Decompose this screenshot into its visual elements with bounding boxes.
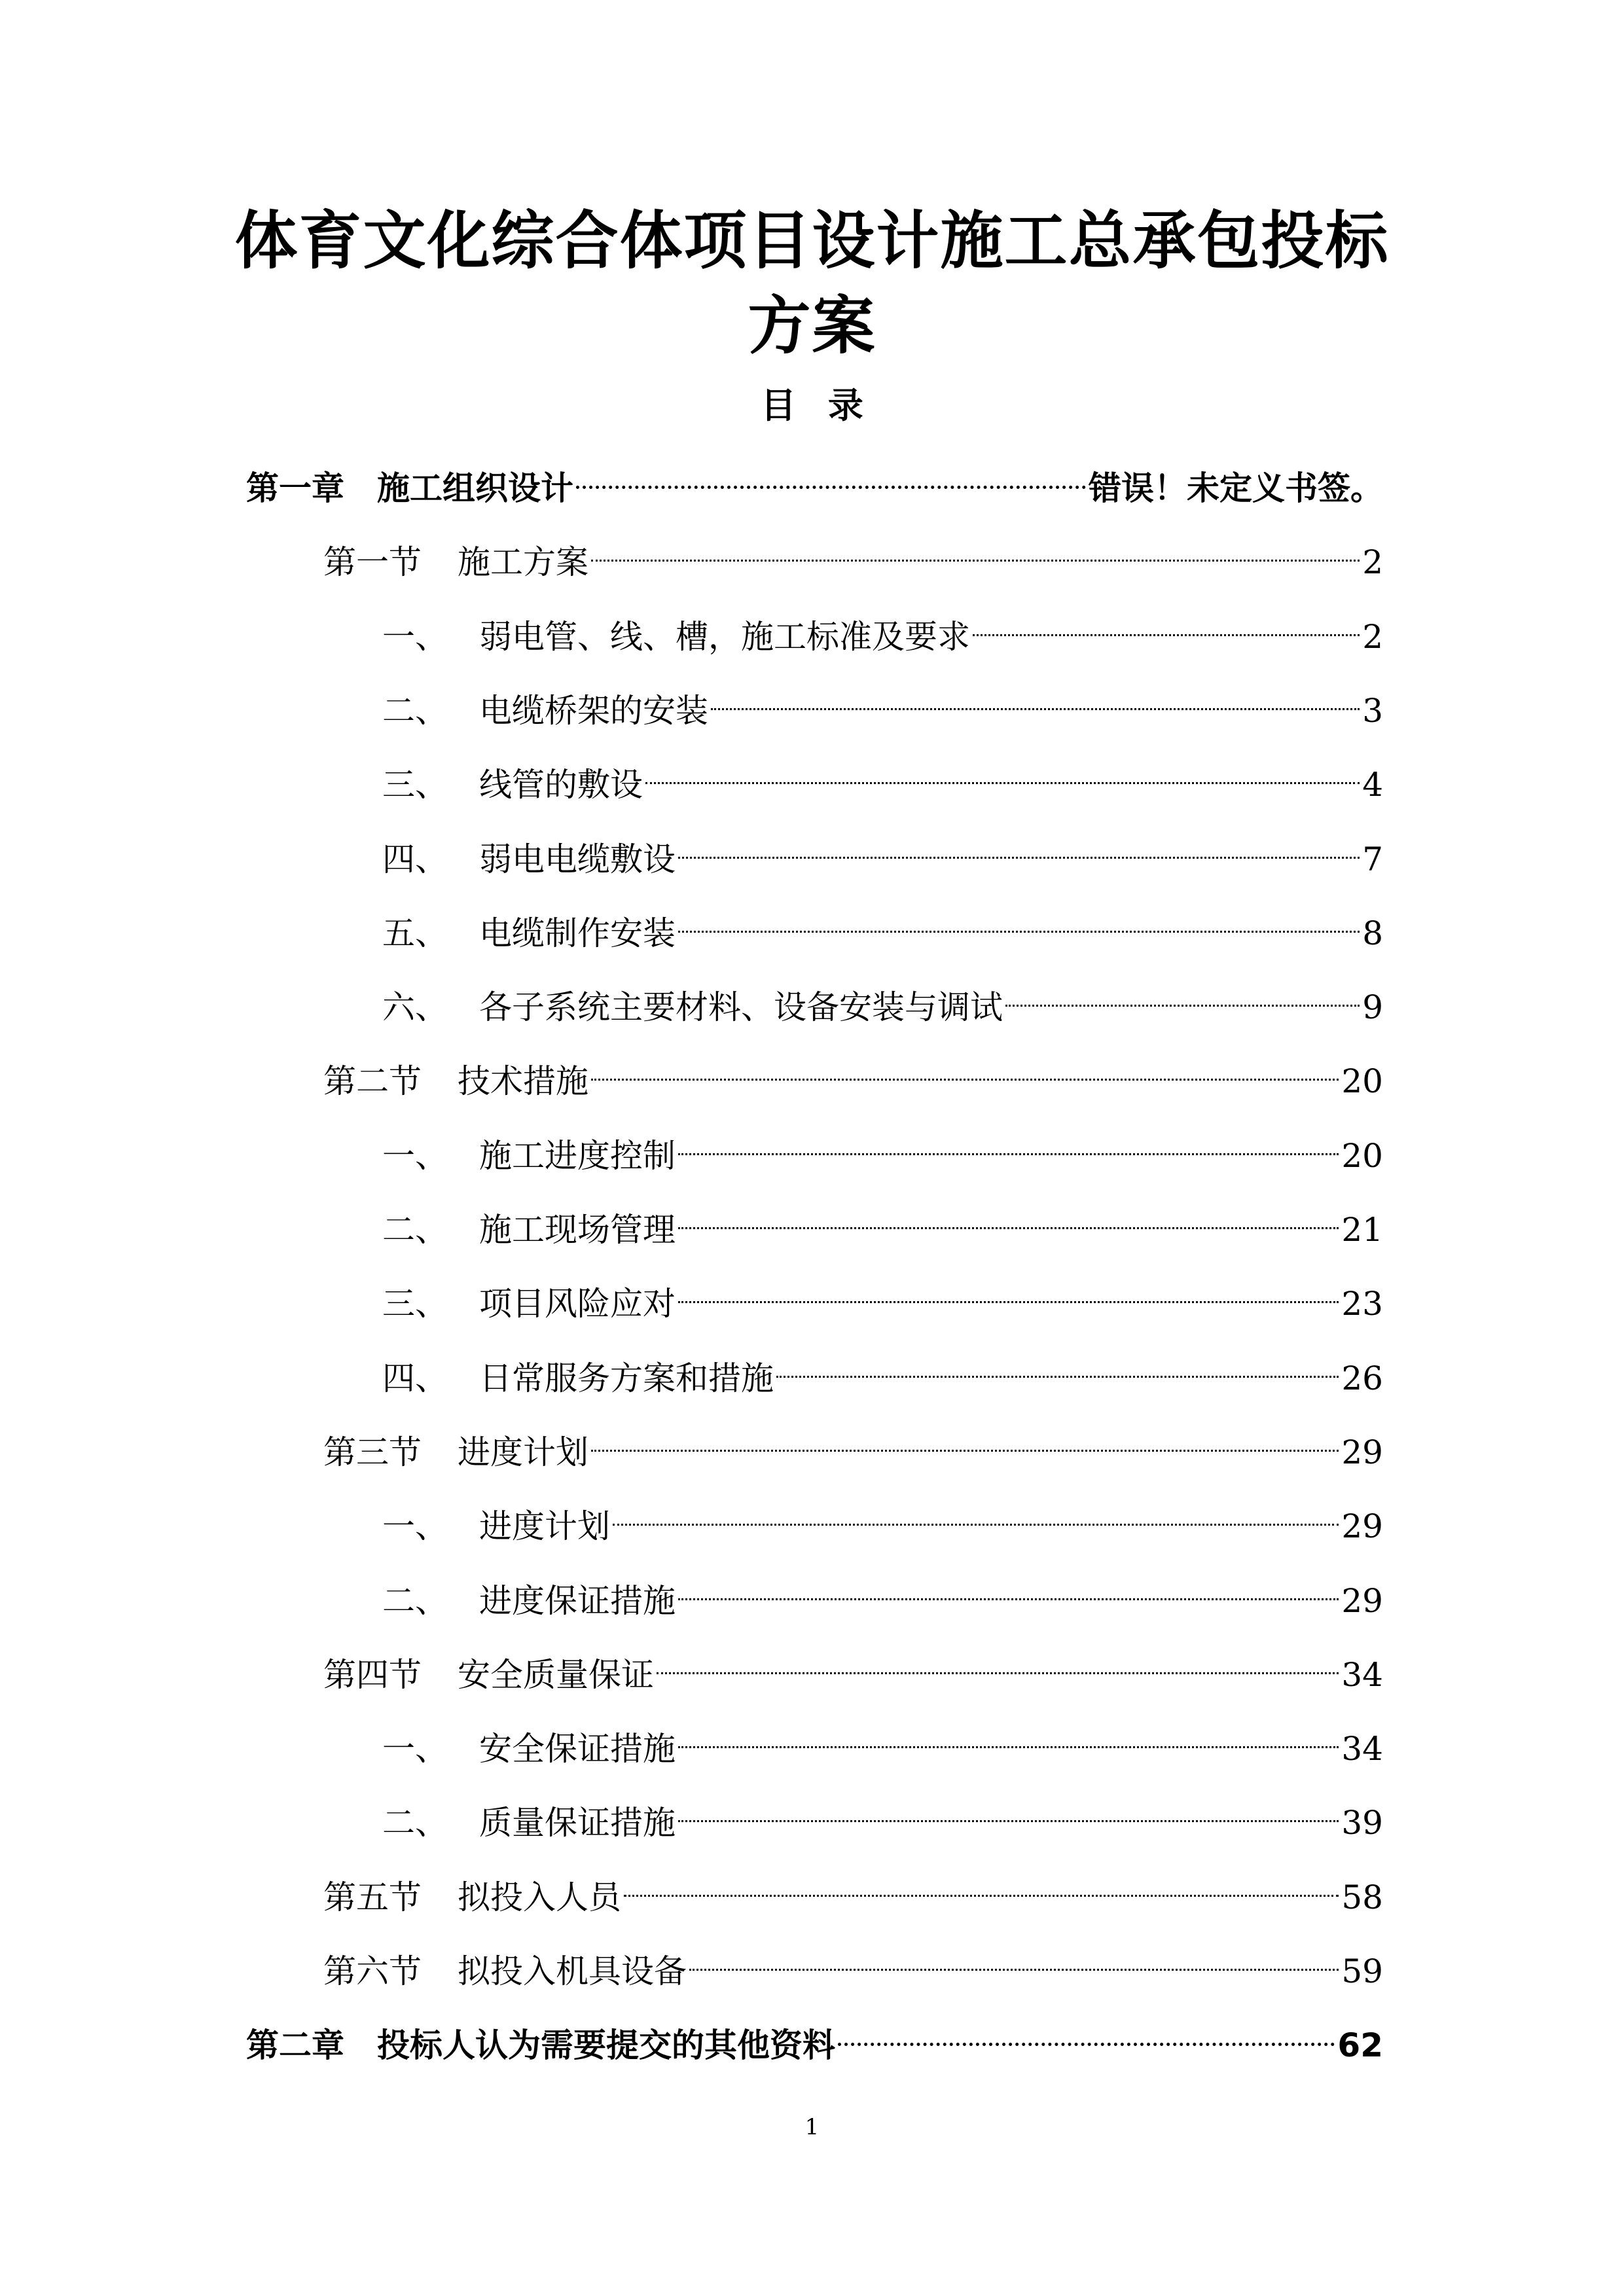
toc-entry[interactable] <box>382 825 1383 878</box>
toc-dot-leader <box>624 1863 1339 1909</box>
toc-entry-number: 第一章 <box>246 469 344 507</box>
document-title-line-1: 体育文化综合体项目设计施工总承包投标 <box>234 204 1390 278</box>
toc-dot-leader <box>678 1714 1339 1760</box>
toc-entry-number: 二、 <box>382 692 448 730</box>
toc-entry-number: 四、 <box>382 840 448 878</box>
toc-entry-title: 施工进度控制 <box>479 1137 676 1175</box>
toc-entry-number: 第二节 <box>323 1062 422 1100</box>
toc-entry-title: 进度保证措施 <box>479 1582 676 1620</box>
toc-entry-number: 一、 <box>382 1507 448 1545</box>
toc-dot-leader <box>678 1121 1339 1167</box>
toc-entry-page: 59 <box>1341 1952 1383 1990</box>
toc-entry[interactable] <box>382 973 1383 1026</box>
toc-entry-page: 7 <box>1362 840 1383 878</box>
toc-dot-leader <box>657 1640 1339 1686</box>
toc-entry-number: 第五节 <box>323 1878 422 1916</box>
toc-entry-title: 技术措施 <box>458 1062 588 1100</box>
toc-entry[interactable] <box>323 1047 1383 1100</box>
toc-entry-title: 安全质量保证 <box>458 1656 654 1694</box>
toc-entry-page: 21 <box>1341 1211 1383 1249</box>
toc-dot-leader <box>576 454 1086 499</box>
toc-dot-leader <box>678 1269 1339 1315</box>
toc-entry[interactable] <box>323 528 1383 581</box>
toc-dot-leader <box>645 750 1360 796</box>
toc-entry-page: 4 <box>1362 766 1383 804</box>
toc-entry-page: 20 <box>1341 1137 1383 1175</box>
toc-entry[interactable] <box>382 602 1383 656</box>
toc-entry-page: 2 <box>1362 618 1383 656</box>
toc-entry[interactable] <box>382 750 1383 804</box>
toc-entry-page: 39 <box>1341 1804 1383 1842</box>
toc-entry[interactable] <box>382 1566 1383 1620</box>
toc-entry[interactable] <box>382 1714 1383 1768</box>
toc-dot-leader <box>678 825 1360 870</box>
document-title-line-2: 方案 <box>748 289 876 363</box>
toc-entry[interactable] <box>382 1195 1383 1249</box>
toc-entry-title: 拟投入机具设备 <box>458 1952 687 1990</box>
toc-entry[interactable] <box>246 454 1383 507</box>
toc-entry-page: 29 <box>1341 1582 1383 1620</box>
toc-entry-title: 拟投入人员 <box>458 1878 621 1916</box>
toc-entry-title: 施工现场管理 <box>479 1211 676 1249</box>
toc-dot-leader <box>678 1195 1339 1241</box>
page-number: 1 <box>804 2114 820 2140</box>
toc-dot-leader <box>689 1937 1339 1982</box>
toc-entry-page: 34 <box>1341 1656 1383 1694</box>
toc-entry-title: 弱电电缆敷设 <box>479 840 676 878</box>
toc-entry-title: 施工方案 <box>458 543 588 581</box>
toc-dot-leader <box>591 528 1360 573</box>
toc-entry-title: 日常服务方案和措施 <box>479 1359 774 1397</box>
toc-dot-leader <box>591 1418 1339 1463</box>
toc-entry-title: 质量保证措施 <box>479 1804 676 1842</box>
toc-entry-number: 五、 <box>382 914 448 952</box>
toc-entry-number: 第四节 <box>323 1656 422 1694</box>
toc-entry-number: 二、 <box>382 1804 448 1842</box>
toc-entry[interactable] <box>382 676 1383 730</box>
toc-entry-page: 29 <box>1341 1507 1383 1545</box>
toc-entry-title: 项目风险应对 <box>479 1285 676 1323</box>
toc-dot-leader <box>776 1344 1339 1390</box>
toc-entry-title: 进度计划 <box>479 1507 610 1545</box>
toc-entry[interactable] <box>382 1344 1383 1397</box>
toc-entry-number: 二、 <box>382 1582 448 1620</box>
toc-entry-title: 电缆桥架的安装 <box>479 692 708 730</box>
toc-entry[interactable] <box>323 1937 1383 1990</box>
toc-dot-leader <box>711 676 1360 722</box>
toc-entry-number: 一、 <box>382 618 448 656</box>
toc-dot-leader <box>591 1047 1339 1092</box>
toc-entry[interactable] <box>246 2011 1383 2064</box>
toc-entry-page: 2 <box>1362 543 1383 581</box>
toc-entry-page: 3 <box>1362 692 1383 730</box>
toc-entry-page: 20 <box>1341 1062 1383 1100</box>
toc-entry[interactable] <box>382 1788 1383 1842</box>
toc-entry[interactable] <box>382 1492 1383 1545</box>
toc-entry[interactable] <box>323 1418 1383 1471</box>
toc-entry[interactable] <box>382 1269 1383 1323</box>
toc-heading: 目 录 <box>761 385 863 426</box>
toc-entry-title: 线管的敷设 <box>479 766 643 804</box>
toc-entry-title: 施工组织设计 <box>377 469 573 507</box>
toc-entry[interactable] <box>382 899 1383 952</box>
toc-entry-number: 一、 <box>382 1730 448 1768</box>
toc-entry-number: 二、 <box>382 1211 448 1249</box>
toc-entry-title: 弱电管、线、槽，施工标准及要求 <box>479 618 970 656</box>
toc-entry-number: 一、 <box>382 1137 448 1175</box>
toc-dot-leader <box>973 602 1360 648</box>
toc-entry-number: 第一节 <box>323 543 422 581</box>
toc-dot-leader <box>838 2011 1335 2056</box>
toc-entry-title: 电缆制作安装 <box>479 914 676 952</box>
toc-entry-page: 34 <box>1341 1730 1383 1768</box>
toc-entry-page: 58 <box>1341 1878 1383 1916</box>
toc-dot-leader <box>678 1566 1339 1612</box>
toc-entry-page: 62 <box>1337 2026 1383 2064</box>
toc-entry-page: 29 <box>1341 1433 1383 1471</box>
toc-entry-page: 8 <box>1362 914 1383 952</box>
toc-entry-number: 第二章 <box>246 2026 344 2064</box>
toc-entry-number: 四、 <box>382 1359 448 1397</box>
toc-dot-leader <box>1005 973 1360 1018</box>
toc-entry-number: 第六节 <box>323 1952 422 1990</box>
toc-entry-page: 26 <box>1341 1359 1383 1397</box>
toc-entry[interactable] <box>382 1121 1383 1175</box>
toc-dot-leader <box>613 1492 1339 1537</box>
toc-entry-title: 投标人认为需要提交的其他资料 <box>377 2026 835 2064</box>
toc-entry-title: 各子系统主要材料、设备安装与调试 <box>479 988 1003 1026</box>
toc-entry-page: 9 <box>1362 988 1383 1026</box>
toc-entry-number: 第三节 <box>323 1433 422 1471</box>
toc-entry-number: 三、 <box>382 766 448 804</box>
toc-entry-page: 错误！未定义书签。 <box>1089 469 1383 507</box>
toc-entry[interactable] <box>323 1640 1383 1694</box>
toc-entry-title: 安全保证措施 <box>479 1730 676 1768</box>
toc-dot-leader <box>678 899 1360 944</box>
toc-entry-number: 六、 <box>382 988 448 1026</box>
toc-entry-number: 三、 <box>382 1285 448 1323</box>
toc-entry-page: 23 <box>1341 1285 1383 1323</box>
toc-entry[interactable] <box>323 1863 1383 1916</box>
toc-entry-title: 进度计划 <box>458 1433 588 1471</box>
toc-dot-leader <box>678 1788 1339 1834</box>
